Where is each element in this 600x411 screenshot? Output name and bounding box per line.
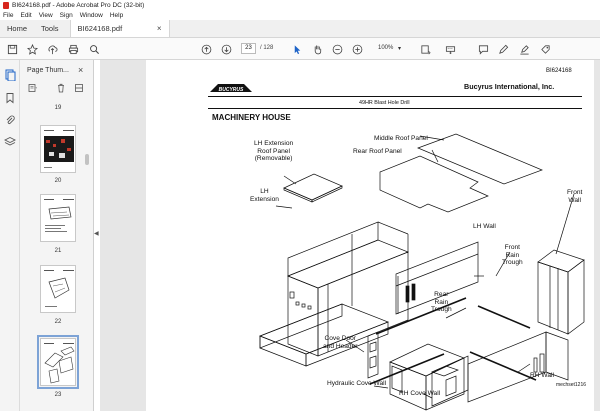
window-title: BI624168.pdf - Adobe Acrobat Pro DC (32-bit) (12, 1, 145, 9)
comment-icon[interactable] (477, 43, 489, 55)
save-icon[interactable] (6, 43, 18, 55)
acrobat-app-icon (3, 2, 9, 9)
label-rh-cove-wall: RH Cove Wall (399, 390, 441, 397)
doc-id: BI624168 (546, 68, 572, 74)
header-rule (208, 96, 582, 97)
page-number-input[interactable]: 23 (241, 43, 256, 54)
attachments-icon[interactable] (4, 114, 16, 126)
thumb-label-23: 23 (54, 392, 62, 398)
menu-view[interactable]: View (38, 11, 53, 19)
pen-icon[interactable] (497, 43, 509, 55)
label-cove-door-and-header: Cove Door and Header (323, 335, 358, 350)
thumbnail-scrollbar[interactable] (83, 96, 91, 411)
label-middle-roof-panel: Middle Roof Panel (374, 135, 428, 142)
page-down-icon[interactable] (220, 43, 232, 55)
select-cursor-icon[interactable] (291, 43, 303, 55)
thumbnail-page-23[interactable] (40, 338, 76, 386)
tab-home[interactable]: Home (7, 24, 28, 33)
doc-subtitle: 49HR Blast Hole Drill (359, 100, 410, 106)
bookmarks-icon[interactable] (4, 92, 16, 104)
label-hydraulic-cove-wall: Hydraulic Cove Wall (327, 380, 387, 387)
panel-tools (20, 80, 94, 96)
pdf-page (146, 60, 594, 411)
company-name: Bucyrus International, Inc. (464, 82, 555, 91)
thumbnail-options-icon[interactable] (28, 83, 38, 93)
menu-bar (0, 10, 600, 20)
bookmark-star-icon[interactable] (26, 43, 38, 55)
svg-text:BUCYRUS: BUCYRUS (218, 87, 244, 93)
document-viewer (100, 60, 600, 411)
tab-close-icon[interactable]: × (156, 24, 162, 33)
page-thumbnails-icon[interactable] (4, 69, 16, 81)
page-total: / 128 (260, 45, 274, 51)
label-rear-rain-trough: Rear Rain Trough (431, 291, 452, 314)
delete-page-icon[interactable] (56, 83, 66, 93)
label-front-rain-trough: Front Rain Trough (502, 244, 523, 267)
page-thumbnails-panel (20, 60, 94, 411)
thumb-label-20: 20 (54, 178, 62, 184)
upload-icon[interactable] (46, 43, 58, 55)
subtitle-rule (208, 108, 582, 109)
left-nav-rail (0, 60, 20, 411)
thumb-label-21: 21 (54, 248, 62, 254)
page-up-icon[interactable] (200, 43, 212, 55)
tab-bar (0, 20, 600, 38)
thumbnail-page-20[interactable] (40, 125, 76, 173)
thumbnail-scrollbar-thumb[interactable] (85, 154, 89, 165)
print-icon[interactable] (67, 43, 79, 55)
highlight-icon[interactable] (518, 43, 530, 55)
machinery-house-drawing (206, 126, 586, 411)
tab-tools[interactable]: Tools (41, 24, 59, 33)
hand-tool-icon[interactable] (311, 43, 323, 55)
zoom-dropdown-chevron-icon[interactable]: ▾ (398, 46, 402, 52)
menu-sign[interactable]: Sign (59, 11, 73, 19)
label-lh-wall: LH Wall (473, 223, 496, 230)
keyboard-icon[interactable] (444, 43, 456, 55)
panel-close-icon[interactable]: × (78, 65, 84, 75)
bucyrus-logo (208, 82, 254, 94)
label-lh-extension: LH Extension (250, 188, 279, 203)
insert-page-icon[interactable] (74, 83, 84, 93)
thumb-label-22: 22 (54, 319, 62, 325)
menu-help[interactable]: Help (109, 11, 124, 19)
thumbnail-page-21[interactable] (40, 194, 76, 242)
tab-document-label: BI624168.pdf (77, 24, 123, 33)
page-heading: MACHINERY HOUSE (212, 113, 291, 122)
label-lh-extension-roof-panel: LH Extension Roof Panel (Removable) (254, 140, 294, 163)
layers-icon[interactable] (4, 136, 16, 148)
label-rear-roof-panel: Rear Roof Panel (353, 148, 402, 155)
menu-edit[interactable]: Edit (20, 11, 32, 19)
search-icon[interactable] (88, 43, 100, 55)
label-rh-wall: RH Wall (530, 372, 554, 379)
zoom-out-icon[interactable] (331, 43, 343, 55)
page-fit-icon[interactable] (419, 43, 431, 55)
tab-document[interactable] (70, 20, 170, 37)
zoom-in-icon[interactable] (351, 43, 363, 55)
zoom-level[interactable]: 100% (378, 45, 394, 51)
title-bar (0, 0, 600, 10)
panel-title: Page Thum... (27, 67, 69, 74)
thumbnail-page-22[interactable] (40, 265, 76, 313)
main-toolbar (0, 38, 600, 60)
thumb-label-19: 19 (54, 105, 62, 111)
label-front-wall: Front Wall (567, 189, 583, 204)
share-icon[interactable] (539, 43, 551, 55)
menu-window[interactable]: Window (79, 11, 103, 19)
menu-file[interactable]: File (3, 11, 14, 19)
figure-id: mechset1216 (556, 382, 587, 388)
viewer-right-edge (595, 60, 600, 411)
panel-collapse-arrow-icon[interactable]: ◀ (94, 231, 99, 237)
